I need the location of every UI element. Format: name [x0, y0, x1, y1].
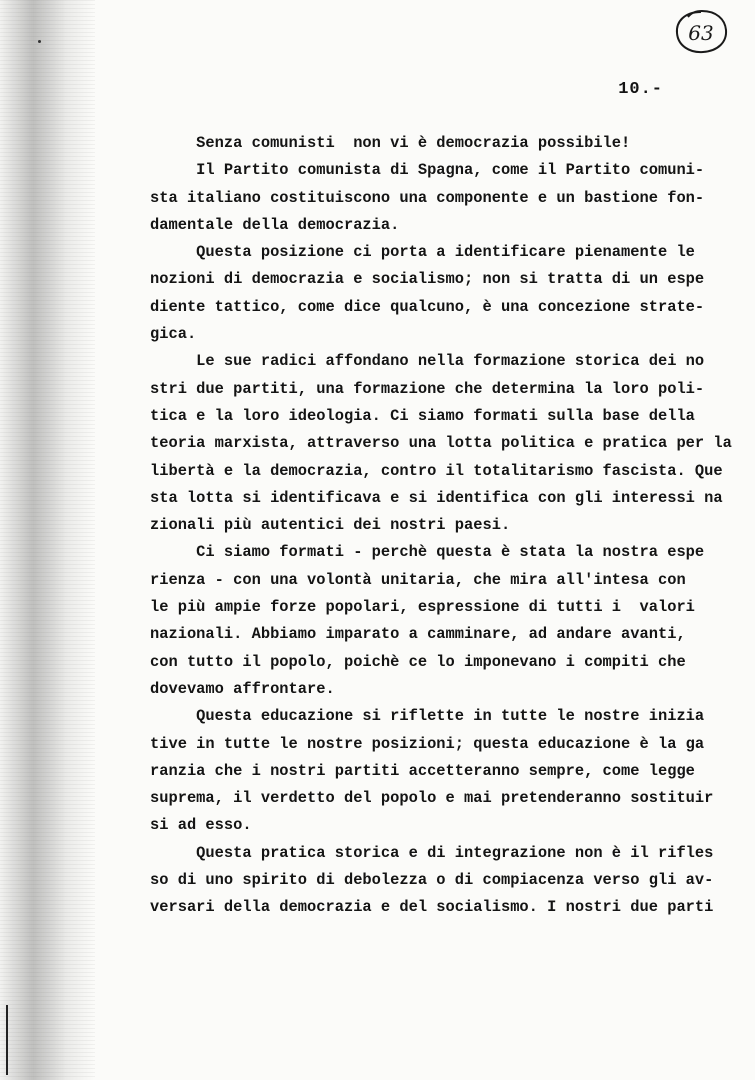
text-line: ranzia che i nostri partiti accetteranno sempre, come legge — [150, 761, 695, 780]
scan-edge-mark — [6, 1005, 8, 1075]
text-line: damentale della democrazia. — [150, 215, 400, 234]
text-line: versari della democrazia e del socialismo. I nostri due parti — [150, 898, 714, 917]
text-line: teoria marxista, attraverso una lotta politica e pratica per la — [150, 434, 732, 453]
text-line: sta lotta si identificava e si identifica con gli interessi na — [150, 488, 723, 507]
text-line: nozioni di democrazia e socialismo; non si tratta di un espe — [150, 270, 705, 289]
text-line: rienza - con una volontà unitaria, che mira all'intesa con — [150, 570, 686, 589]
text-line: Questa educazione si riflette in tutte le nostre inizia — [150, 707, 705, 726]
text-line: libertà e la democrazia, contro il totalitarismo fascista. Que — [150, 461, 723, 480]
text-line: zionali più autentici dei nostri paesi. — [150, 516, 511, 535]
stamp-number: 63 — [688, 21, 714, 45]
text-line: con tutto il popolo, poichè ce lo imponevano i compiti che — [150, 652, 686, 671]
text-line: tive in tutte le nostre posizioni; questa educazione è la ga — [150, 734, 705, 753]
scan-speck — [38, 40, 41, 43]
text-line: si ad esso. — [150, 816, 252, 835]
text-line: Senza comunisti non vi è democrazia possibile! — [150, 134, 631, 152]
text-line: le più ampie forze popolari, espressione di tutti i valori — [150, 598, 695, 617]
text-line: Questa posizione ci porta a identificare pienamente le — [150, 243, 695, 262]
text-line: dovevamo affrontare. — [150, 679, 335, 698]
text-line: Le sue radici affondano nella formazione storica dei no — [150, 352, 705, 371]
body-text — [150, 130, 745, 922]
text-line: sta italiano costituiscono una componente e un bastione fon- — [150, 188, 705, 207]
handwritten-page-stamp-icon — [672, 8, 730, 56]
text-line: so di uno spirito di debolezza o di compiacenza verso gli av- — [150, 871, 714, 890]
page-number: 10.- — [618, 80, 663, 99]
text-line: nazionali. Abbiamo imparato a camminare, ad andare avanti, — [150, 625, 686, 644]
text-line: Questa pratica storica e di integrazione non è il rifles — [150, 843, 714, 862]
text-line: Ci siamo formati - perchè questa è stata la nostra espe — [150, 543, 705, 562]
scan-edge-shadow — [0, 0, 95, 1080]
text-line: diente tattico, come dice qualcuno, è una concezione strate- — [150, 297, 705, 316]
archive-stamp — [672, 8, 730, 56]
text-line: stri due partiti, una formazione che determina la loro poli- — [150, 379, 705, 398]
text-line: gica. — [150, 325, 197, 344]
text-line: Il Partito comunista di Spagna, come il Partito comuni- — [150, 161, 705, 180]
text-line: suprema, il verdetto del popolo e mai pretenderanno sostituir — [150, 789, 714, 808]
text-line: tica e la loro ideologia. Ci siamo formati sulla base della — [150, 406, 695, 425]
